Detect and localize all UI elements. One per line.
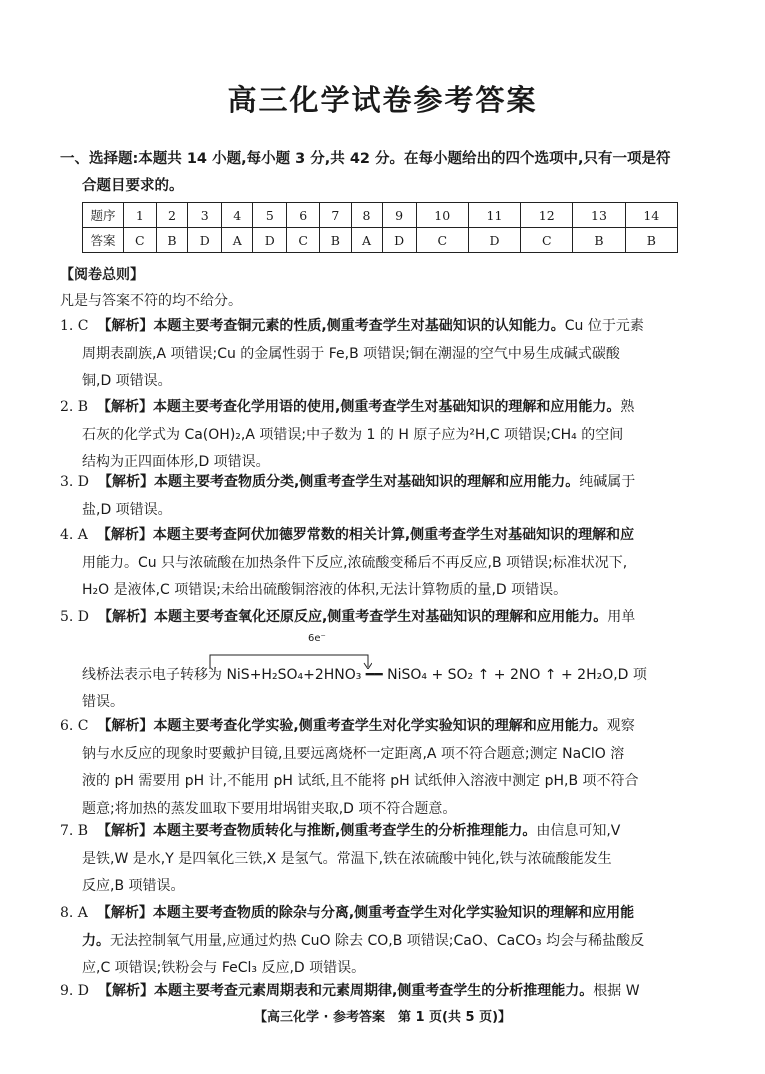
electron-transfer-arrow-icon	[208, 653, 372, 669]
item-line: 钠与水反应的现象时要戴护目镜,且要远离烧杯一定距离,A 项不符合题意;测定 NaClO 溶	[82, 745, 625, 762]
item-lead: 本题主要考查物质的除杂与分离,侧重考查学生对化学实验知识的理解和应用能	[152, 905, 635, 921]
item-line: 盐,D 项错误。	[82, 501, 172, 518]
explanation-item-6	[60, 713, 710, 823]
table-cell: 9	[382, 203, 416, 228]
item-line: 石灰的化学式为 Ca(OH)₂,A 项错误;中子数为 1 的 H 原子应为²H,C 项错误;CH₄ 的空间	[82, 426, 624, 443]
item-tag: 【解析】	[97, 983, 154, 999]
item-line: 周期表副族,A 项错误;Cu 的金属性弱于 Fe,B 项错误;铜在潮湿的空气中易生成碱式碳酸	[82, 345, 620, 362]
item-text: 根据 W	[593, 983, 640, 999]
row-header-number: 题序	[83, 203, 124, 228]
item-lead: 本题主要考查化学用语的使用,侧重考查学生对基础知识的理解和应用能力。	[153, 399, 621, 415]
page-title: 高三化学试卷参考答案	[227, 83, 538, 117]
table-cell: B	[573, 228, 625, 253]
item-tag: 【解析】	[97, 474, 154, 490]
item-line: H₂O 是液体,C 项错误;未给出硫酸铜溶液的体积,无法计算物质的量,D 项错误。	[82, 582, 568, 598]
explanation-item-1	[60, 313, 710, 396]
table-cell: 13	[573, 203, 625, 228]
explanation-item-9	[60, 978, 710, 1006]
table-cell: C	[287, 228, 320, 253]
section-heading	[60, 146, 710, 200]
table-cell: 3	[188, 203, 222, 228]
table-cell: A	[222, 228, 253, 253]
table-cell: B	[156, 228, 187, 253]
item-number: 6. C	[60, 718, 89, 734]
grading-rules-text: 凡是与答案不符的均不给分。	[60, 293, 242, 309]
explanation-item-3	[60, 469, 710, 524]
item-number: 9. D	[60, 983, 90, 999]
item-line: 结构为正四面体形,D 项错误。	[82, 454, 270, 470]
table-cell: 2	[156, 203, 187, 228]
item-number: 5. D	[60, 609, 90, 625]
item-tag: 【解析】	[96, 527, 153, 543]
table-cell: 1	[124, 203, 157, 228]
item-text: 由信息可知,V	[536, 823, 621, 839]
item-line: 铜,D 项错误。	[82, 373, 172, 389]
item-lead: 本题主要考查物质转化与推断,侧重考查学生的分析推理能力。	[153, 823, 537, 839]
item-text: Cu 位于元素	[564, 318, 644, 334]
item-text: 纯碱属于	[579, 474, 636, 490]
row-header-answer: 答案	[83, 228, 124, 253]
page-footer: 【高三化学 · 参考答案 第 1 页(共 5 页)】	[253, 1010, 512, 1025]
item-line: 反应,B 项错误。	[82, 878, 185, 894]
item-lead-cont: 力。	[82, 932, 110, 949]
table-cell: 12	[521, 203, 573, 228]
item-line: 题意;将加热的蒸发皿取下要用坩埚钳夹取,D 项不符合题意。	[82, 800, 457, 817]
table-cell: D	[468, 228, 520, 253]
item-number: 8. A	[60, 905, 88, 921]
table-cell: 6	[287, 203, 320, 228]
item-text: 观察	[606, 718, 635, 734]
item-line: 应,C 项错误;铁粉会与 FeCl₃ 反应,D 项错误。	[82, 960, 366, 976]
item-number: 1. C	[60, 318, 89, 334]
item-lead: 本题主要考查化学实验,侧重考查学生对化学实验知识的理解和应用能力。	[153, 718, 607, 734]
item-lead: 本题主要考查元素周期表和元素周期律,侧重考查学生的分析推理能力。	[153, 983, 594, 999]
item-lead: 本题主要考查氧化还原反应,侧重考查学生对基础知识的理解和应用能力。	[153, 609, 608, 625]
grading-rules-title: 【阅卷总则】	[60, 267, 144, 283]
table-cell: 5	[253, 203, 287, 228]
explanation-item-7	[60, 818, 710, 901]
item-lead: 本题主要考查阿伏加德罗常数的相关计算,侧重考查学生对基础知识的理解和应	[152, 527, 635, 543]
table-cell: D	[253, 228, 287, 253]
item-number: 7. B	[60, 823, 89, 839]
table-cell: 11	[468, 203, 520, 228]
table-cell: B	[320, 228, 351, 253]
table-cell: D	[382, 228, 416, 253]
table-cell: C	[416, 228, 468, 253]
table-cell: 4	[222, 203, 253, 228]
item-tag: 【解析】	[96, 905, 153, 921]
section-heading-line2: 合题目要求的。	[82, 178, 184, 194]
item-tag: 【解析】	[97, 823, 154, 839]
table-cell: 10	[416, 203, 468, 228]
item-number: 2. B	[60, 399, 89, 415]
electron-transfer-label: 6e⁻	[308, 633, 326, 644]
item-lead: 本题主要考查铜元素的性质,侧重考查学生对基础知识的认知能力。	[153, 318, 565, 334]
answer-table-answer-row	[83, 228, 678, 253]
table-cell: 7	[320, 203, 351, 228]
explanation-item-8	[60, 900, 710, 983]
section-heading-line1: 一、选择题:本题共 14 小题,每小题 3 分,共 42 分。在每小题给出的四个选项中,只有一项是符	[60, 151, 671, 167]
table-cell: C	[124, 228, 157, 253]
item-text: 用单	[607, 609, 636, 625]
explanation-item-5	[60, 604, 710, 717]
item-equation-line: 线桥法表示电子转移为 NiS+H₂SO₄+2HNO₃ ━━ NiSO₄ + SO₂ ↑ + 2NO ↑ + 2H₂O,D 项	[82, 666, 647, 683]
item-number: 4. A	[60, 527, 88, 543]
table-cell: 14	[625, 203, 677, 228]
answer-table	[82, 202, 678, 253]
table-cell: B	[625, 228, 677, 253]
item-line: 无法控制氧气用量,应通过灼热 CuO 除去 CO,B 项错误;CaO、CaCO₃ 均会与稀盐酸反	[110, 932, 645, 949]
item-text: 熟	[620, 399, 635, 415]
item-tag: 【解析】	[97, 399, 154, 415]
explanation-item-4	[60, 522, 710, 605]
table-cell: A	[351, 228, 382, 253]
item-tag: 【解析】	[97, 318, 154, 334]
table-cell: C	[521, 228, 573, 253]
table-cell: 8	[351, 203, 382, 228]
table-cell: D	[188, 228, 222, 253]
item-tag: 【解析】	[97, 609, 154, 625]
answer-table-number-row	[83, 203, 678, 228]
item-line: 液的 pH 需要用 pH 计,不能用 pH 试纸,且不能将 pH 试纸伸入溶液中测定 pH,B 项不符合	[82, 773, 639, 789]
item-line: 是铁,W 是水,Y 是四氧化三铁,X 是氢气。常温下,铁在浓硫酸中钝化,铁与浓硫酸能发生	[82, 850, 612, 867]
item-lead: 本题主要考查物质分类,侧重考查学生对基础知识的理解和应用能力。	[153, 474, 580, 490]
item-number: 3. D	[60, 474, 90, 490]
item-tag: 【解析】	[97, 718, 154, 734]
item-line: 用能力。Cu 只与浓硫酸在加热条件下反应,浓硫酸变稀后不再反应,B 项错误;标准状况下,	[82, 554, 628, 571]
explanation-item-2	[60, 394, 710, 477]
item-line: 错误。	[82, 694, 124, 710]
